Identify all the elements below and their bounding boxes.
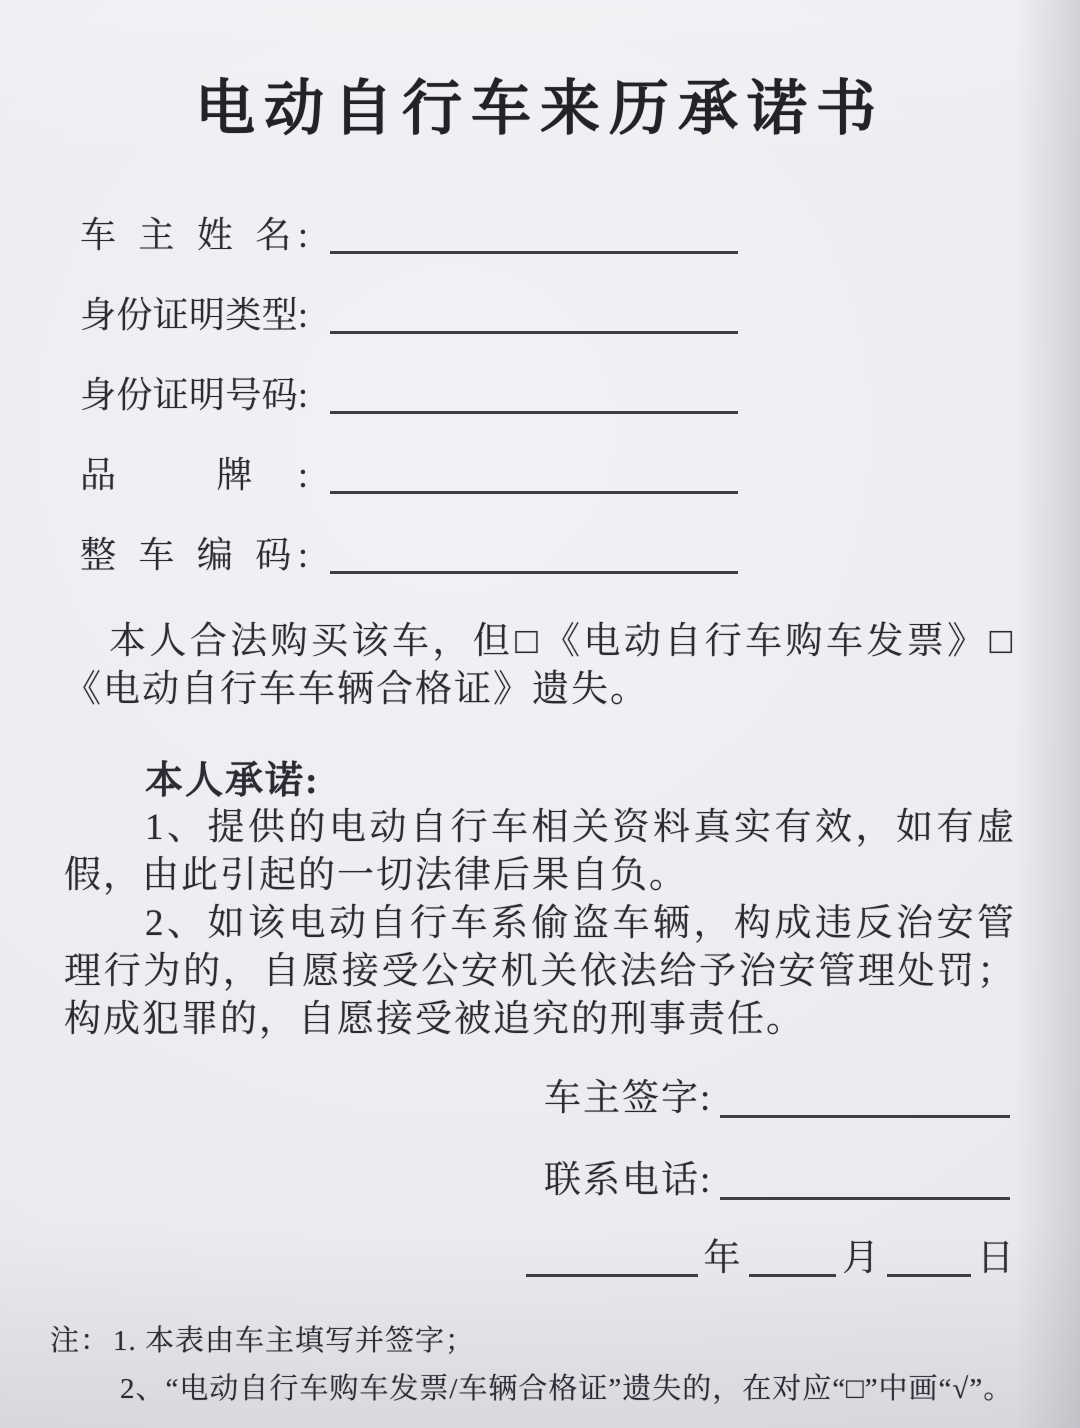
field-row-brand <box>80 416 1016 496</box>
day-label: 日 <box>977 1238 1016 1279</box>
year-blank-line[interactable] <box>526 1274 698 1277</box>
field-label-vehicle-code: 整 车 编 码: <box>80 535 308 575</box>
phone-label: 联系电话: <box>544 1160 713 1201</box>
year-label: 年 <box>703 1238 743 1279</box>
commitment-section <box>64 758 1016 1044</box>
field-label-id-number: 身份证明号码: <box>80 375 308 415</box>
invoice-doc-title: 《电动自行车购车发票》 <box>543 621 988 662</box>
phone-row <box>544 1158 1016 1204</box>
owner-signature-label: 车主签字: <box>544 1078 713 1119</box>
date-row <box>526 1236 1016 1282</box>
declaration-paragraph <box>64 618 1016 714</box>
commitment-item-1: 1、提供的电动自行车相关资料真实有效，如有虚假，由此引起的一切法律后果自负。 <box>64 807 1016 896</box>
field-line-owner-name[interactable] <box>330 251 738 254</box>
month-label: 月 <box>842 1238 882 1279</box>
form-fields <box>80 176 1016 576</box>
field-row-id-number <box>80 336 1016 416</box>
notes-section <box>50 1322 1016 1408</box>
phone-line[interactable] <box>720 1197 1010 1200</box>
note-1: 1. 本表由车主填写并签字； <box>113 1325 476 1357</box>
certificate-lost-checkbox[interactable]: □ <box>989 621 1014 662</box>
note-2: 2、“电动自行车购车发票/车辆合格证”遗失的，在对应“□”中画“√”。 <box>120 1373 1014 1405</box>
field-label-id-type: 身份证明类型: <box>80 295 308 335</box>
invoice-lost-checkbox[interactable]: □ <box>515 621 541 662</box>
field-line-vehicle-code[interactable] <box>330 571 738 574</box>
certificate-doc-title: 《电动自行车车辆合格证》 <box>64 669 532 710</box>
day-blank-line[interactable] <box>887 1274 971 1277</box>
field-row-id-type <box>80 256 1016 336</box>
document-title: 电动自行车来历承诺书 <box>195 75 885 142</box>
field-label-owner-name: 车 主 姓 名: <box>80 215 308 255</box>
note-row-2 <box>50 1370 1016 1408</box>
declaration-text-suffix: 遗失。 <box>532 669 649 710</box>
note-row-1 <box>50 1322 1016 1360</box>
field-line-id-type[interactable] <box>330 331 738 334</box>
field-line-id-number[interactable] <box>330 411 738 414</box>
declaration-text-lead: 本人合法购买该车，但 <box>109 621 514 662</box>
owner-signature-row <box>544 1076 1016 1122</box>
field-row-owner-name <box>80 176 1016 256</box>
commitment-heading: 本人承诺: <box>145 760 320 802</box>
field-label-brand: 品 牌: <box>80 455 308 495</box>
notes-prefix: 注： <box>50 1325 111 1357</box>
commitment-item-2: 2、如该电动自行车系偷盗车辆，构成违反治安管理行为的，自愿接受公安机关依法给予治安管理处罚；构成犯罪的，自愿接受被追究的刑事责任。 <box>64 903 1016 1040</box>
field-line-brand[interactable] <box>330 491 738 494</box>
field-row-vehicle-code <box>80 496 1016 576</box>
month-blank-line[interactable] <box>749 1274 837 1277</box>
owner-signature-line[interactable] <box>720 1115 1010 1118</box>
